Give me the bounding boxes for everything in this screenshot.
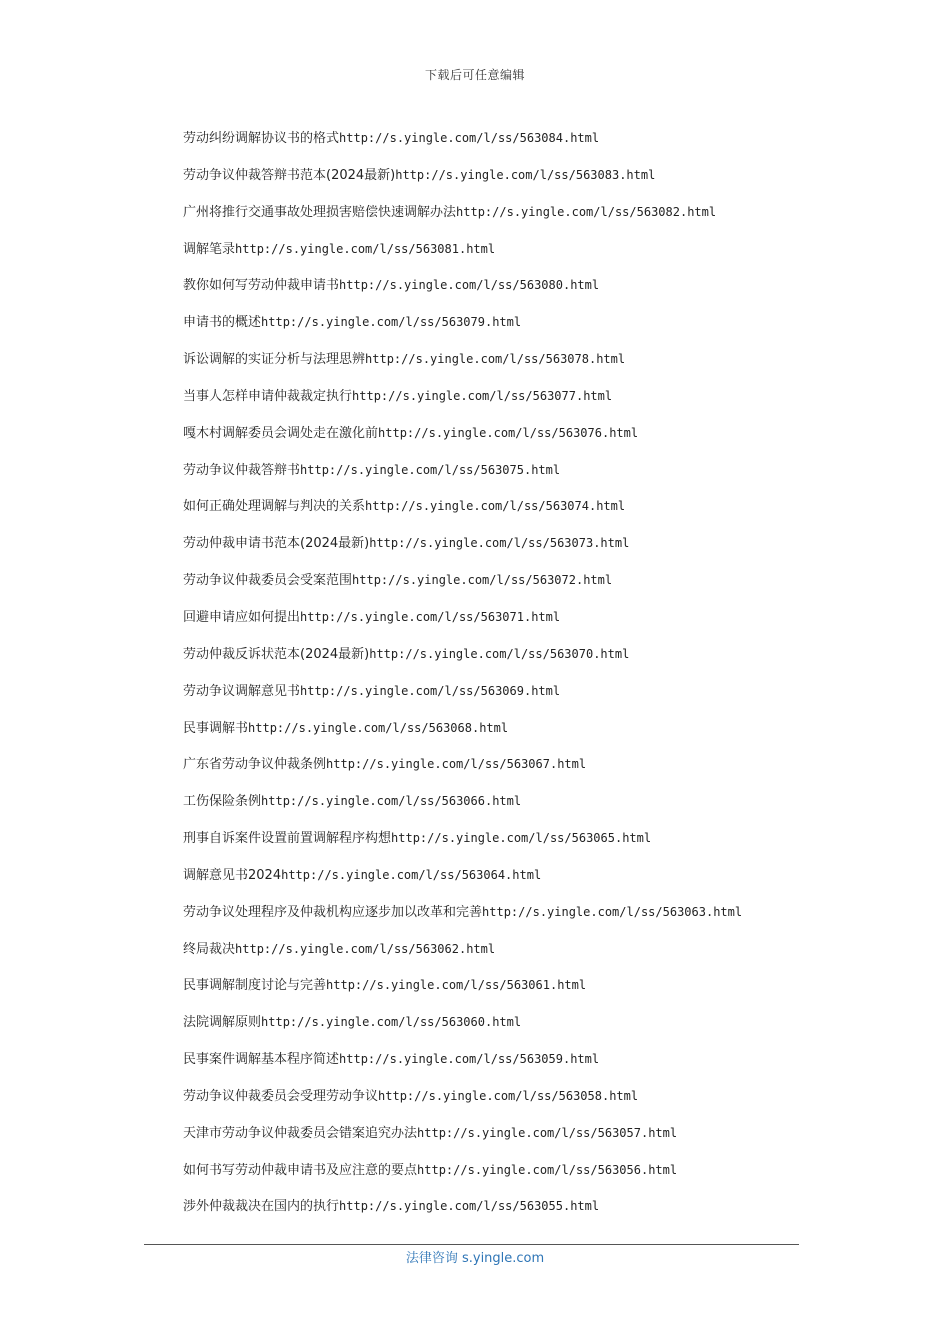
entry-url-link[interactable]: http://s.yingle.com/l/ss/563065.html	[391, 831, 652, 846]
entry-title: 申请书的概述	[183, 315, 262, 331]
entry-url-link[interactable]: http://s.yingle.com/l/ss/563069.html	[300, 683, 561, 698]
entry-title: 当事人怎样申请仲裁裁定执行	[183, 388, 353, 404]
entry-title: 劳动争议仲裁答辩书范本(2024最新)	[183, 167, 396, 183]
entry-url-link[interactable]: http://s.yingle.com/l/ss/563079.html	[261, 315, 522, 330]
entry-url-link[interactable]: http://s.yingle.com/l/ss/563059.html	[339, 1052, 600, 1067]
entry-title: 诉讼调解的实证分析与法理思辨	[183, 352, 366, 368]
entry-url-link[interactable]: http://s.yingle.com/l/ss/563077.html	[352, 388, 613, 403]
entry-title: 如何正确处理调解与判决的关系	[183, 499, 366, 515]
entry-url-link[interactable]: http://s.yingle.com/l/ss/563071.html	[300, 609, 561, 624]
list-item[interactable]	[183, 682, 883, 719]
entry-url-link[interactable]: http://s.yingle.com/l/ss/563056.html	[417, 1162, 678, 1177]
list-item[interactable]	[183, 424, 883, 461]
entry-title: 教你如何写劳动仲裁申请书	[183, 278, 340, 294]
entry-title: 劳动仲裁反诉状范本(2024最新)	[183, 646, 370, 662]
list-item[interactable]	[183, 903, 883, 940]
list-item[interactable]	[183, 461, 883, 498]
entry-url-link[interactable]: http://s.yingle.com/l/ss/563062.html	[235, 941, 496, 956]
entry-title: 劳动纠纷调解协议书的格式	[183, 131, 340, 146]
entry-url-link[interactable]: http://s.yingle.com/l/ss/563081.html	[235, 241, 496, 256]
list-item[interactable]	[183, 240, 883, 277]
entry-title: 广州将推行交通事故处理损害赔偿快速调解办法	[183, 204, 457, 220]
entry-title: 调解意见书2024	[183, 867, 282, 883]
entry-list	[183, 129, 883, 1234]
list-item[interactable]	[183, 571, 883, 608]
list-item[interactable]	[183, 792, 883, 829]
list-item[interactable]	[183, 276, 883, 313]
list-item[interactable]	[183, 608, 883, 645]
list-item[interactable]	[183, 1087, 883, 1124]
list-item[interactable]	[183, 976, 883, 1013]
list-item[interactable]	[183, 866, 883, 903]
entry-url-link[interactable]: http://s.yingle.com/l/ss/563068.html	[248, 720, 509, 735]
entry-title: 回避申请应如何提出	[183, 609, 301, 625]
entry-url-link[interactable]: http://s.yingle.com/l/ss/563055.html	[339, 1199, 600, 1214]
list-item[interactable]	[183, 719, 883, 756]
list-item[interactable]	[183, 534, 883, 571]
entry-url-link[interactable]: http://s.yingle.com/l/ss/563082.html	[456, 204, 717, 219]
list-item[interactable]	[183, 1050, 883, 1087]
entry-title: 劳动争议仲裁委员会受理劳动争议	[183, 1088, 379, 1104]
entry-title: 如何书写劳动仲裁申请书及应注意的要点	[183, 1162, 418, 1178]
list-item[interactable]	[183, 350, 883, 387]
entry-url-link[interactable]: http://s.yingle.com/l/ss/563073.html	[369, 536, 630, 551]
page-footer[interactable]	[0, 1247, 950, 1266]
entry-url-link[interactable]: http://s.yingle.com/l/ss/563066.html	[261, 794, 522, 809]
entry-title: 终局裁决	[183, 941, 236, 957]
entry-title: 嘎木村调解委员会调处走在激化前	[183, 425, 379, 441]
entry-title: 劳动争议仲裁答辩书	[183, 462, 301, 478]
entry-title: 工伤保险条例	[183, 794, 262, 810]
list-item[interactable]	[183, 387, 883, 424]
entry-url-link[interactable]: http://s.yingle.com/l/ss/563074.html	[365, 499, 626, 514]
list-item[interactable]	[183, 755, 883, 792]
list-item[interactable]	[183, 1124, 883, 1161]
entry-title: 调解笔录	[183, 241, 236, 257]
entry-url-link[interactable]: http://s.yingle.com/l/ss/563084.html	[339, 131, 600, 145]
entry-url-link[interactable]: http://s.yingle.com/l/ss/563080.html	[339, 278, 600, 293]
entry-url-link[interactable]: http://s.yingle.com/l/ss/563064.html	[281, 867, 542, 882]
entry-title: 民事调解书	[183, 720, 249, 736]
entry-title: 广东省劳动争议仲裁条例	[183, 757, 327, 773]
entry-url-link[interactable]: http://s.yingle.com/l/ss/563083.html	[395, 167, 656, 182]
footer-divider	[144, 1244, 799, 1245]
entry-title: 涉外仲裁裁决在国内的执行	[183, 1199, 340, 1215]
list-item[interactable]	[183, 203, 883, 240]
footer-label[interactable]: 法律咨询	[405, 1251, 458, 1266]
entry-title: 民事调解制度讨论与完善	[183, 978, 327, 994]
entry-url-link[interactable]: http://s.yingle.com/l/ss/563061.html	[326, 978, 587, 993]
list-item[interactable]	[183, 829, 883, 866]
entry-url-link[interactable]: http://s.yingle.com/l/ss/563057.html	[417, 1125, 678, 1140]
list-item[interactable]	[183, 645, 883, 682]
page-header: 下载后可任意编辑	[424, 68, 525, 82]
entry-title: 天津市劳动争议仲裁委员会错案追究办法	[183, 1125, 418, 1141]
entry-url-link[interactable]: http://s.yingle.com/l/ss/563058.html	[378, 1088, 639, 1103]
entry-url-link[interactable]: http://s.yingle.com/l/ss/563070.html	[369, 646, 630, 661]
list-item[interactable]	[183, 497, 883, 534]
entry-title: 劳动仲裁申请书范本(2024最新)	[183, 536, 370, 552]
entry-url-link[interactable]: http://s.yingle.com/l/ss/563072.html	[352, 573, 613, 588]
list-item[interactable]	[183, 166, 883, 203]
entry-title: 刑事自诉案件设置前置调解程序构想	[183, 831, 392, 847]
entry-title: 劳动争议调解意见书	[183, 683, 301, 699]
entry-url-link[interactable]: http://s.yingle.com/l/ss/563067.html	[326, 757, 587, 772]
entry-url-link[interactable]: http://s.yingle.com/l/ss/563060.html	[261, 1015, 522, 1030]
entry-title: 法院调解原则	[183, 1015, 262, 1031]
list-item[interactable]	[183, 940, 883, 977]
list-item[interactable]	[183, 1197, 883, 1234]
entry-url-link[interactable]: http://s.yingle.com/l/ss/563075.html	[300, 462, 561, 477]
entry-title: 民事案件调解基本程序简述	[183, 1052, 340, 1068]
list-item[interactable]	[183, 129, 883, 166]
entry-title: 劳动争议处理程序及仲裁机构应逐步加以改革和完善	[183, 904, 483, 920]
entry-url-link[interactable]: http://s.yingle.com/l/ss/563076.html	[378, 425, 639, 440]
entry-title: 劳动争议仲裁委员会受案范围	[183, 573, 353, 589]
entry-url-link[interactable]: http://s.yingle.com/l/ss/563063.html	[482, 904, 743, 919]
list-item[interactable]	[183, 313, 883, 350]
entry-url-link[interactable]: http://s.yingle.com/l/ss/563078.html	[365, 352, 626, 367]
footer-site[interactable]: s.yingle.com	[461, 1251, 545, 1266]
list-item[interactable]	[183, 1013, 883, 1050]
list-item[interactable]	[183, 1161, 883, 1198]
